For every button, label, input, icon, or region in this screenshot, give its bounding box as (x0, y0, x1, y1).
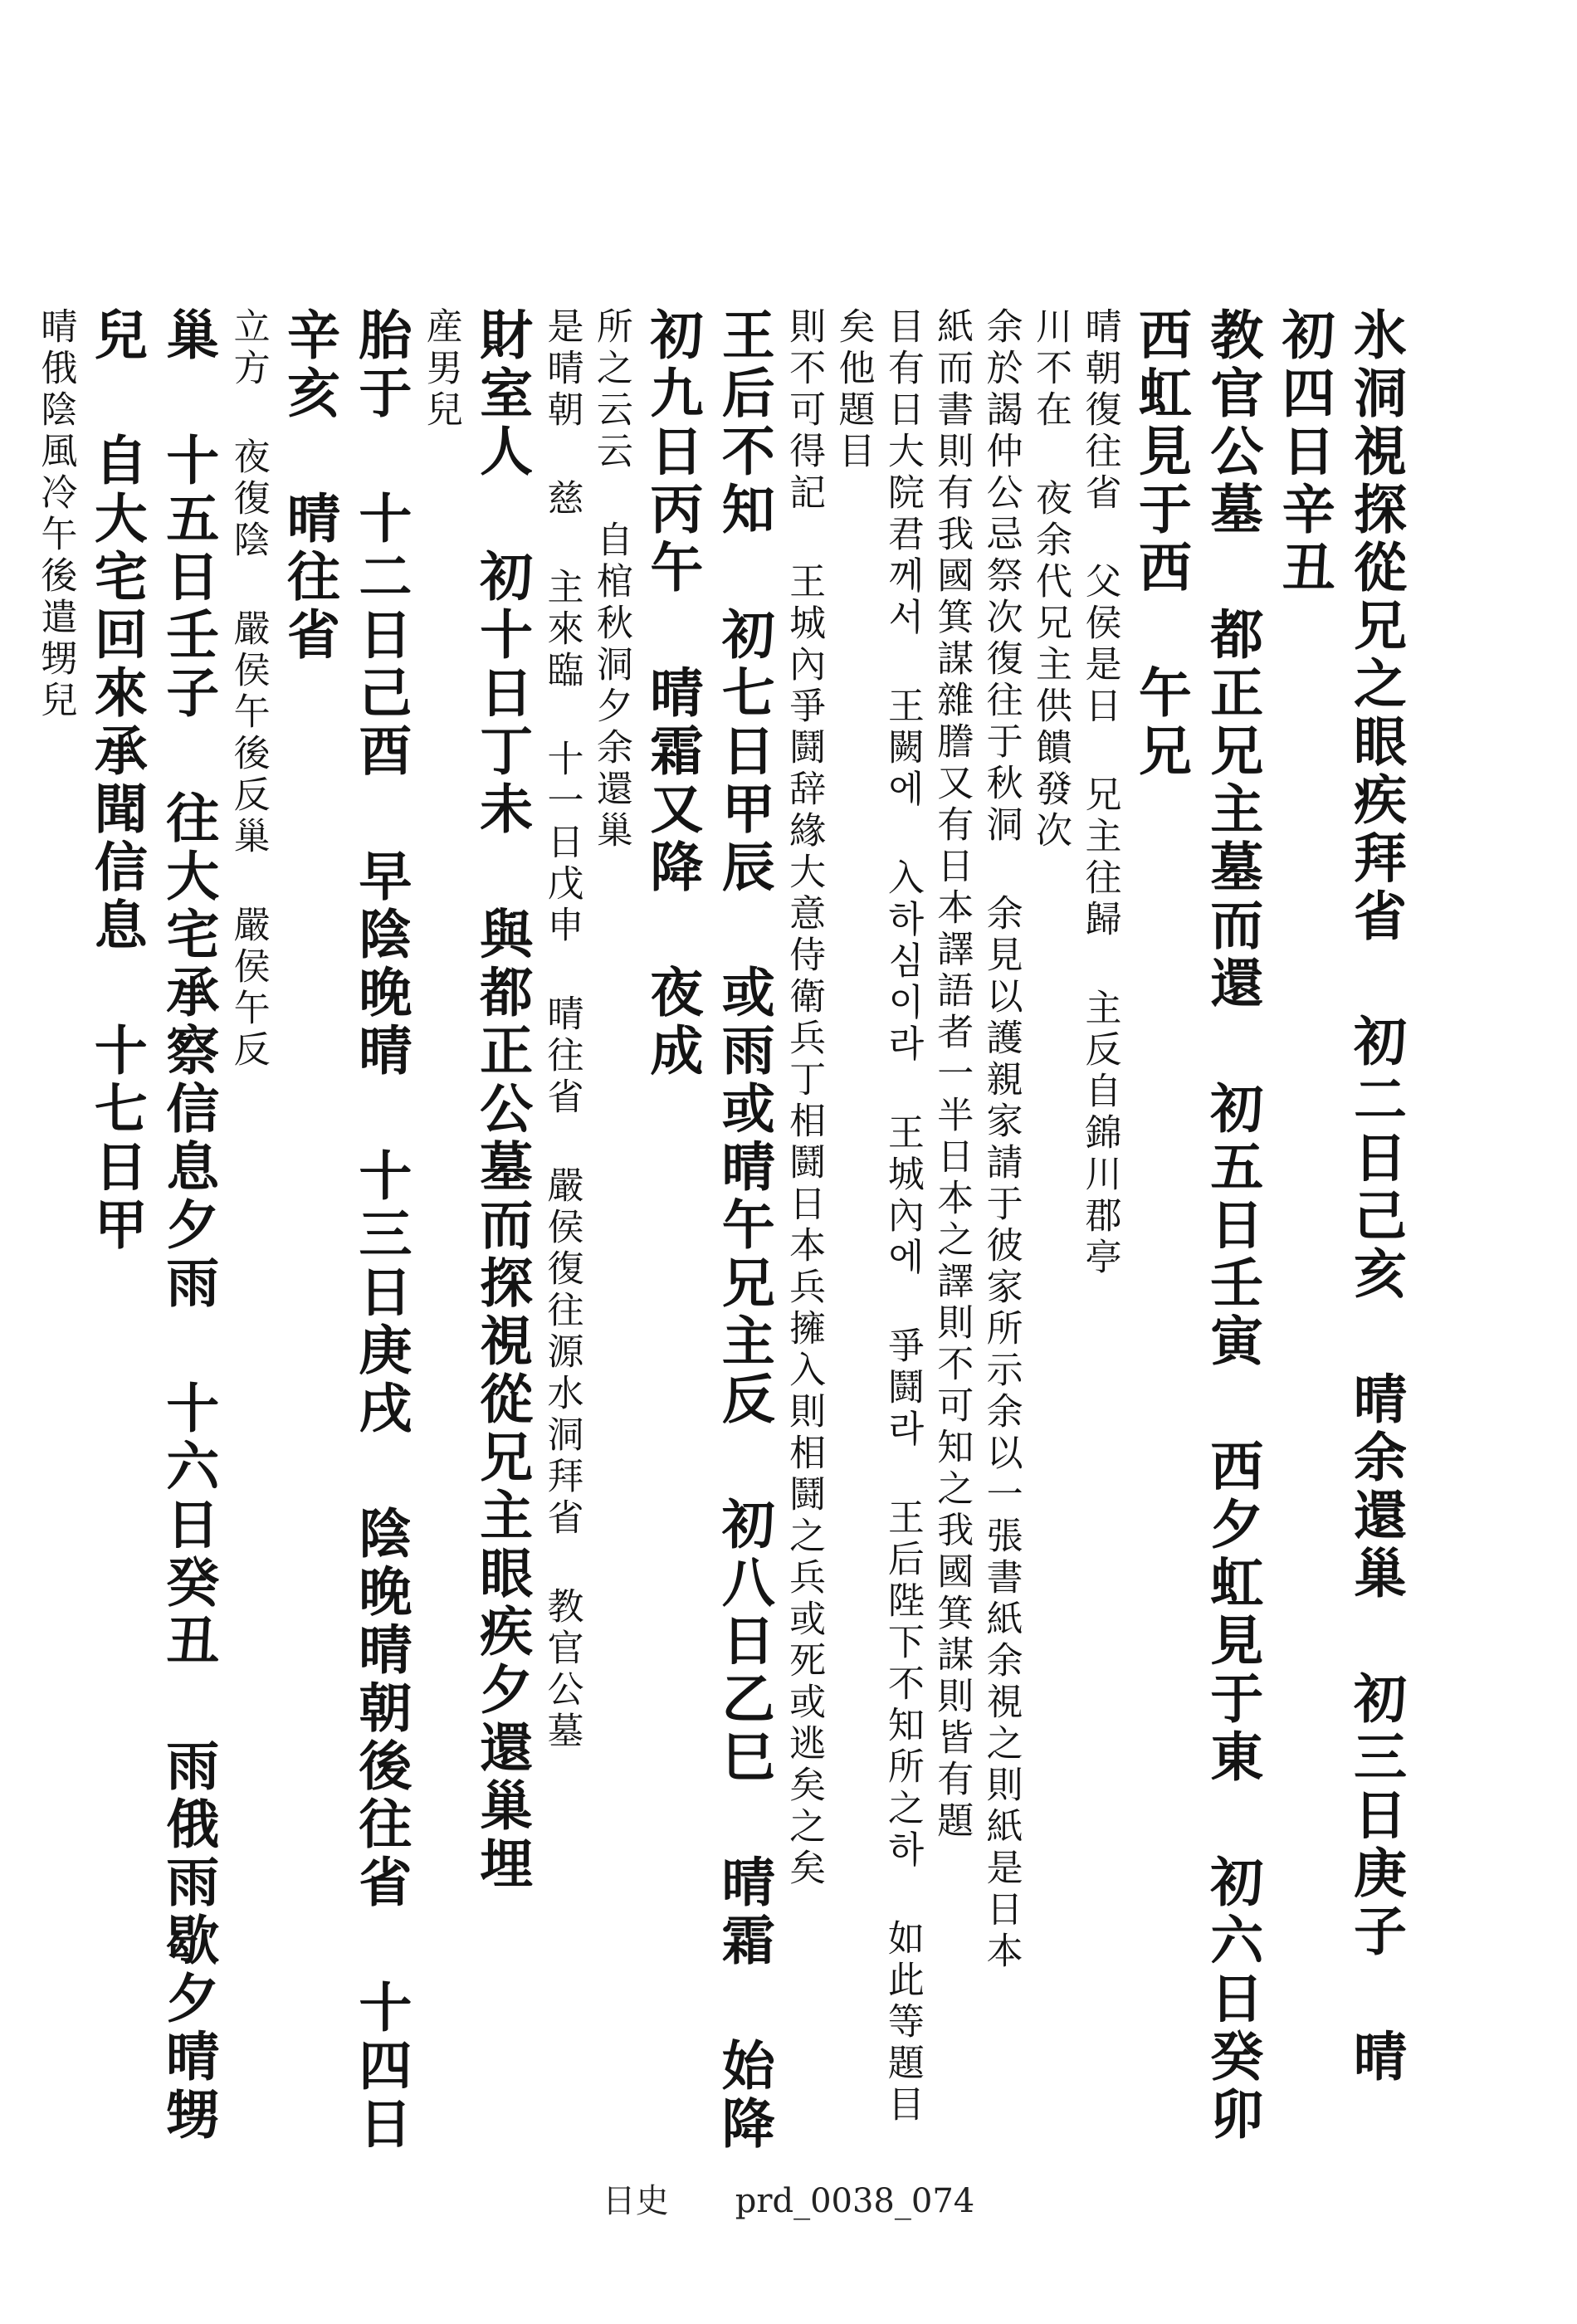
text-column-12: 財室人 初十日丁未 與都正公墓而探視從兄主眼疾夕還巢埋 (471, 307, 534, 1894)
text-column-14: 胎于 十二日己酉 早陰晚晴 十三日庚戌 陰晚晴朝後往省 十四日辛亥 晴往省 (277, 307, 413, 2154)
text-column-7: 目有日大院君께서 王闕에 入하심이라 王城內에 爭鬪라 王后陛下不知所之하 如此等題目矣他題目 (832, 307, 924, 2126)
text-column-2: 教官公墓 都正兄主墓而還 初五日壬寅 西夕虹見于東 初六日癸卯 西虹見于西 午兄 (1129, 307, 1264, 2145)
text-column-6: 紙而書則有我國箕謀雜謄又有日本譯語者一半日本之譯則不可知之我國箕謀則皆有題 (930, 307, 974, 1843)
text-column-11: 是晴朝 慈 主來臨 十一日戊申 晴往省 嚴侯復往源水洞拜省 教官公墓 (540, 307, 583, 1753)
footer-page-id: prd_0038_074 (735, 2182, 975, 2220)
footer-title: 日史 (602, 2182, 669, 2220)
text-column-4: 川不在 夜余代兄主供饋發次 (1029, 307, 1072, 852)
text-column-10: 所之云云 自棺秋洞夕余還巢 (589, 307, 632, 852)
text-column-15: 立方 夜復陰 嚴侯午後反巢 嚴侯午反 (227, 307, 270, 1072)
text-column-1: 氷洞視探從兄之眼疾拜省 初二日己亥 晴余還巢 初三日庚子 晴 初四日辛丑 (1272, 307, 1407, 2087)
page-footer (0, 2175, 1577, 2222)
text-column-5: 余於謁仲公忌祭次復往于秋洞 余見以護親家請于彼家所示余以一張書紙余視之則紙是日本 (979, 307, 1023, 1973)
text-column-8: 則不可得記 王城內爭鬪辞緣大意侍衛兵丁相鬪日本兵擁入則相鬪之兵或死或逃矣之矣 (783, 307, 826, 1890)
text-column-13: 産男兒 (419, 307, 462, 432)
text-column-17: 晴俄陰風冷午後遣甥兒 (34, 307, 77, 722)
text-column-9: 王后不知 初七日甲辰 或雨或晴午兄主反 初八日乙巳 晴霜 始降 初九日丙午 晴霜又降 夜成 (641, 307, 775, 2154)
manuscript-page (34, 307, 1411, 2158)
text-column-3: 晴朝復往省 父侯是日 兄主往歸 主反自錦川郡亭 (1078, 307, 1121, 1279)
text-column-16: 巢 十五日壬子 往大宅承察信息夕雨 十六日癸丑 雨俄雨歇夕晴甥兒 自大宅回來承聞信息 十七日甲 (85, 307, 220, 2145)
